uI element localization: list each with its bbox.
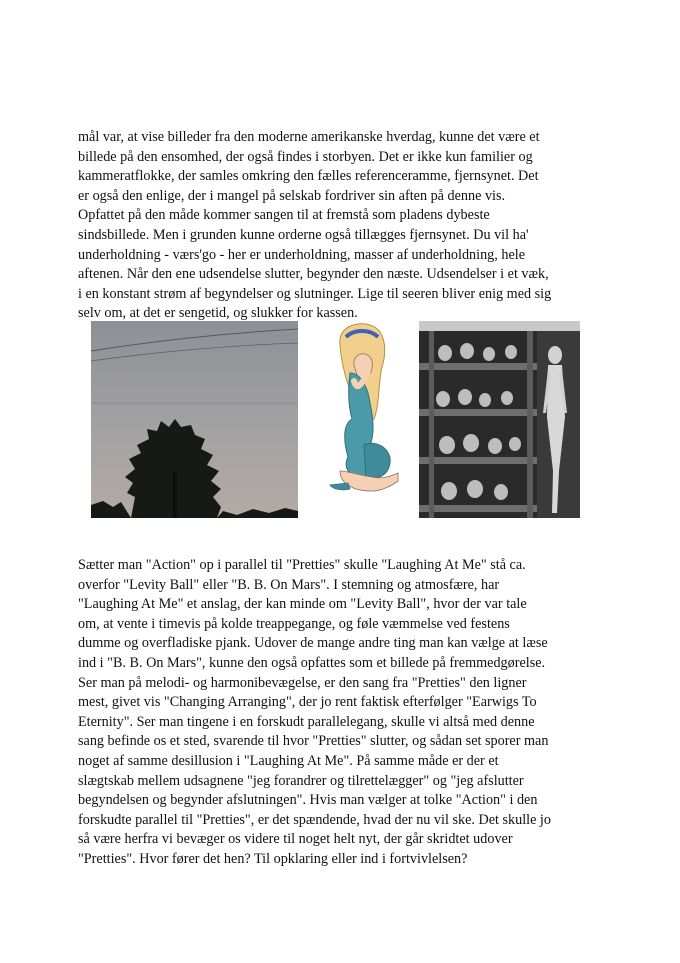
text-line: sindsbillede. Men i grunden kunne orderne også tillægges fjernsynet. Du vil ha' [78,226,529,243]
body-paragraph-2 [78,556,598,870]
body-paragraph-1 [78,128,598,324]
text-line: overfor "Levity Ball" eller "B. B. On Mars". I stemning og atmosfære, har [78,576,500,593]
text-line: Ser man på melodi- og harmonibevægelse, er den sang fra "Pretties" den ligner [78,674,527,691]
text-line: Opfattet på den måde kommer sangen til at fremstå som pladens dybeste [78,207,490,224]
text-line: Eternity". Ser man tingene i en forskudt parallelegang, skulle vi altså med denne [78,713,535,730]
text-line: er også den enlige, der i mangel på selskab fordriver sin aften på denne vis. [78,187,506,204]
text-line: mål var, at vise billeder fra den moderne amerikanske hverdag, kunne det være et [78,129,540,145]
text-line: aftenen. Når den ene udsendelse slutter, begynder den næste. Udsendelser i et væk, [78,266,549,283]
text-line: i en konstant strøm af begyndelser og slutninger. Lige til seeren bliver enig med sig [78,285,552,302]
camp-bunks-photo [419,321,580,518]
text-line: noget af samme desillusion i "Laughing At Me". På samme måde er der et [78,752,499,769]
text-line: begyndelsen og begynder afslutningen". Hvis man vælger at tolke "Action" i den [78,792,538,809]
text-line: sang befinde os et sted, svarende til hvor "Pretties" slutter, og sådan set sporer man [78,733,549,750]
text-line: Sætter man "Action" op i parallel til "Pretties" skulle "Laughing At Me" stå ca. [78,557,526,573]
text-line: selv om, at det er sengetid, og slukker for kassen. [78,305,358,322]
text-line: "Laughing At Me" et anslag, der kan minde om "Levity Ball", hvor der var tale [78,596,527,613]
text-line: ind i "B. B. On Mars", kunne den også opfattes som et billede på fremmedgørelse. [78,654,546,671]
text-line: underholdning - værs'go - her er underholdning, masser af underholdning, hele [78,246,525,263]
dusk-sky-tree-photo [91,321,298,518]
text-line: så være herfra vi bevæger os videre til noget helt nyt, der går skridtet udover [78,831,513,848]
crying-girl-illustration [318,321,408,518]
text-line: "Pretties". Hvor fører det hen? Til opklaring eller ind i fortvivlelsen? [78,850,468,867]
text-line: om, at vente i timevis på kolde treappegange, og føle væmmelse ved festens [78,615,510,632]
text-line: dumme og overfladiske pjank. Udover de mange andre ting man kan vælge at læse [78,635,548,652]
text-line: mest, givet vis "Changing Arranging", der jo rent faktisk efterfølger "Earwigs To [78,694,537,711]
text-line: slægtskab mellem udsagnene "jeg forandrer og tilrettelægger" og "jeg afslutter [78,772,524,789]
text-line: forskudte parallel til "Pretties", er det spændende, hvad der nu vil ske. Det skulle jo [78,811,551,828]
text-line: billede på den ensomhed, der også findes i storbyen. Det er ikke kun familier og [78,148,533,165]
text-line: kammeratflokke, der samles omkring den fælles referenceramme, fjernsynet. Det [78,168,539,185]
